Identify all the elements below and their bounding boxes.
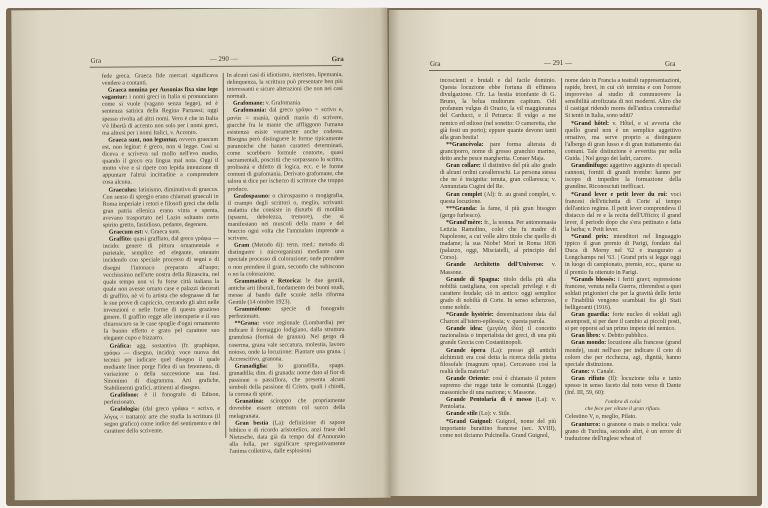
running-head-left: Gra	[430, 60, 441, 68]
entry-definition: Celestino V, o, meglio, Pilato.	[565, 414, 637, 421]
entry-definition: pare forma alterata di granciporro, nome di grosso granchio marino, detto anche pesce margherita. Conser Maja.	[440, 141, 556, 163]
entry-definition: v. Graeca sunt.	[143, 229, 181, 236]
entry-definition: è il fonografo di Edison, perfezionato.	[104, 392, 221, 406]
entry-headword: Gran mondo:	[571, 340, 607, 347]
dictionary-entry	[440, 220, 556, 263]
dictionary-entry	[440, 419, 556, 440]
entry-headword: Gran guardia:	[571, 312, 610, 319]
dictionary-entry	[440, 277, 556, 312]
entry-headword: Grandinifugo:	[571, 163, 609, 170]
verse-line: che fece per viltate il gran rifiuto.	[585, 405, 661, 412]
entry-definition: locuzione alla francese (grand monde), usati nell'uso per indicare il ceto di coloro che per ricchezza, agi, dignità, hanno speciale distinzione.	[565, 340, 681, 368]
entry-definition: il distintivo del più alto grado di alcuni ordini cavallereschi. La persona stessa che ne è insignita: tenuta, gran collaresca; v. Annunziata Cugini del Re.	[440, 163, 556, 191]
entry-headword: Grande stile	[446, 411, 478, 418]
entry-headword: *Grand Guignol:	[446, 418, 493, 425]
dictionary-entry	[440, 142, 556, 163]
left-page	[11, 8, 390, 501]
entry-definition: ovvero graecum est, non legitur: è greco, non si legge. Così si diceva e scriveva sul mollo nell'evo medio, quando il greco era lingua mal nota. Oggi il motto vive e si ripete con lepida intenzione di appuntare l'altrui incittadine a comprendere cosa alcuna.	[102, 136, 219, 187]
entry-definition: (Il): locuzione tolta e tanto spesso in senso faceto dal noto verso di Dante (Inf. III, 59, 60):	[565, 375, 681, 397]
entry-definition: dal greco γράφω = scrivo e, μανία = mania, quindi mania di scrivere, giacchè fra le manie che affliggono l'umana esistenza esiste veramente anche codesta. Bisogna però distinguere le forme tipicamente paranoiche che hanno caratteri determinati, come scorbbero formule contorte, quasi sacramentali, poscritti che sorpassano lo scritto, prolissità e difetto di logica, ecc. e le forme comuni di grafomania. Derivato grafomane, che talora si dice per ischerzo di scrittore che troppo produce.	[227, 107, 344, 193]
entry-definition: denominazione data dal Charcot all'istero-epilessia; v. questa parola.	[440, 312, 556, 326]
entry-definition: così è chiamato il potere supremo che regge tutte le comunità (Logge) massoniche di una nazione; v. Massone.	[440, 375, 556, 397]
dictionary-entry	[440, 376, 556, 397]
dictionary-entry	[565, 340, 681, 368]
entry-headword: **Grancèvola:	[446, 141, 484, 148]
entry-headword: Graeculus:	[108, 186, 137, 194]
entry-headword: Grande òpera	[446, 347, 486, 354]
entry-definition: v. Massone.	[440, 262, 556, 276]
entry-headword: Gran collare:	[446, 163, 481, 170]
entry-definition: nome dato in Francia a teatrali rappresentazioni, rapide, brevi, in cui ciò termina e con l'orrore improvviso al studio di commuovere la sensibilità atrofizzata di noi moderni. Altro che il castigat ridendo mores dell'antica commedia! Si tentò in Italia, sono uditi?	[565, 78, 681, 120]
dictionary-entry	[229, 363, 345, 399]
page-number: — 290 —	[209, 54, 238, 63]
entry-definition: v. Grafomania.	[264, 100, 302, 107]
entry-definition: lo granadilla, spagn. granadilla; dim. di granada: nome dato al fior di passione o passiflora, che presenta alcuni simboli della passione di Cristo, quali i chiodi, la corona di spine.	[228, 362, 345, 399]
entry-headword: *Grand prix:	[571, 234, 609, 241]
entry-headword: Grande di Spagna:	[446, 276, 500, 283]
dictionary-entry	[102, 137, 218, 187]
dictionary-entry	[227, 107, 344, 193]
dictionary-entry	[440, 163, 556, 191]
dictionary-entry	[565, 163, 681, 191]
entry-headword: *Grand'mère:	[446, 219, 483, 226]
running-head-left: Gra	[90, 56, 102, 65]
entry-definition: aggettivo aggiunto di speciali cannoni, forniti di grandi trombe: hanno per iscopo di impedire la formazione della grandine. Riconosciuti inefficaci.	[565, 163, 681, 191]
dictionary-entry	[440, 326, 556, 347]
entry-definition: In alcuni casi di idiotismo, isterismo, lipemania, delinquenza, la scrittura può presentare ben più interessanti e sicure alterazioni che non nei casi normali.	[226, 72, 343, 101]
entry-headword: Grande idea:	[446, 326, 483, 333]
entry-headword: Grande Pentolaria di è messo	[446, 397, 532, 404]
dictionary-entry	[227, 72, 343, 101]
entry-headword: *Grands blessés:	[571, 276, 616, 283]
entry-headword: Graffito:	[108, 236, 132, 243]
column-divider	[223, 73, 227, 438]
page-number: — 291 —	[544, 59, 572, 67]
dictionary-entry	[104, 406, 220, 435]
entry-headword: Gran rifiuto	[571, 375, 605, 382]
entry-headword: *Grande hystérie:	[446, 312, 494, 319]
text-column-1	[102, 73, 221, 436]
entry-headword: Gran libro:	[571, 333, 601, 340]
dictionary-entry	[104, 342, 220, 392]
entry-headword: Granturco:	[571, 421, 601, 428]
entry-headword: ***Granda:	[446, 205, 478, 212]
running-head-right: Gra	[665, 60, 676, 68]
entry-definition: i feriti gravi; espressione francese, venuta nella Guerra, riferendosi a quei soldati prigionieri che per la gravità delle ferite e l'inabilità vengono scambiati fra gli Stati belligeranti (1916).	[565, 276, 682, 311]
entry-definition: forte nucleo di soldati agli avamposti, si per dare il cambio ai piccoli posti, si per opporsi ad un primo impeto del nemico.	[565, 312, 681, 333]
entry-headword: Granadiglia:	[234, 363, 268, 370]
quoted-verse	[565, 399, 681, 412]
dictionary-entry	[565, 277, 681, 312]
entry-definition: intenditori nel linguaggio ippico il gran premio di Parigi, fondato dal Duca di Morny nel '62 e inaugurato a Longchamps nel '63. | Grand prix si legge oggi in luogo di campionato, premio, ecc., sparse su il premio fu ottenuto in Parigi.	[565, 234, 682, 276]
entry-headword: Grafomane:	[232, 100, 265, 108]
dictionary-entry	[228, 306, 344, 321]
entry-definition: titolo della più alta nobiltà castigliana, con speciali privilegi e di carattere feudale; ciò in antico: oggi semplice grado di nobiltà di Corte. In senso scherzoso, come nobile.	[440, 276, 557, 311]
entry-headword: Gran bestia	[235, 420, 269, 427]
entry-definition: (μεγάλη ἰδέα) il concetto nazionalista o imperialista dei greci, di una più grande Grecia con Costantinopoli.	[440, 326, 556, 347]
dictionary-entry	[440, 192, 556, 206]
dictionary-entry	[440, 397, 556, 411]
dictionary-entry	[565, 192, 681, 235]
entry-definition: fr., la nonna. Per antonomasia Letizia Ramolino, colei che fu madre di Napoleone, a cui volle altro titolo che quello di madame; la sua Niobe! Morì in Roma 1836 (palazzo, oggi, Misciatelli, al principio del Corso).	[440, 219, 556, 262]
entry-headword: Grammatica e Retorica:	[234, 278, 302, 285]
dictionary-entry	[102, 87, 218, 137]
entry-definition: (Al): fr. au grand complet, v. questa locuzione.	[440, 191, 556, 205]
entry-definition: voce regionale (Lombardia) per indicare il formaggio lodigiano, dalla struttura granulosa (formai de granna). Nel gergo di caserma, grana vale seccatura, molestia, lavoro noioso, onde la locuzione: Piantare una grana. | Accrescitivo, granona.	[228, 320, 345, 363]
entry-definition: specie di fonografo perfezionato.	[228, 306, 345, 320]
dictionary-entry	[565, 121, 681, 164]
column-divider	[561, 78, 562, 438]
entry-headword: Graeca sunt, non leguntur,	[108, 137, 178, 144]
running-head-right: Gra	[331, 54, 344, 64]
entry-headword: Gran complet	[446, 191, 483, 198]
entry-definition: fede greca. Graeca fide mercari significava vendere a contanti.	[101, 72, 218, 87]
entry-definition: incoscienti e brutali e dal facile dominio. Questa locuzione ebbe fortuna di effimera divulgazione. Cfr. La bestia trionfante di G. Bruno, la belua multorum capitum. Odi profanum vulgus di Orazio, la vil maggioranza del Carducci, e il Petrarca: Il vulgo a me nemico ed odioso (nel sonetto: O cameretta, che già fosti un porto); eppure quante devono tanti alla gran bestia!	[440, 78, 556, 141]
dictionary-entry	[228, 242, 344, 278]
entry-definition: (La): v. Pentolaria.	[440, 397, 556, 411]
entry-headword: Graecum est:	[108, 229, 144, 236]
dictionary-entry	[103, 236, 220, 343]
entry-definition: v. Canale.	[589, 368, 615, 375]
entry-definition: agg. sostantivo (fr. graphique, γράφω — disegno, incido): voce nuova dei tecnici per indicare quel disegno il quale mediante linee porge l'idea di un fenomeno, di variazione o della successione sua fasi. Sinonimo di diagramma. Arti grafiche, Stabilimenti grafici, attinenti al disegno.	[103, 342, 220, 392]
entry-definition: o granone o mais o melica: vale grano di Turchia, secondo altri, è un errore di traduzione dell'inglese wheat of	[565, 421, 681, 442]
entry-definition: quasi graffiato, dal greco γράφω — incido: genere di pittura ornamentale e parietale, semplice ed elegante, ottenuto incidendo con speciale processo di segni e di disegni l'intonaco preparato all'uopo; vecchissimo nell'arte nostra della Rinascita, nel quale tempo non vi fu forse città italiana la quale non avesse ornato case e palazzi decorati di graffito, nè vi fu artista che sdegnasse di far le sue prove di capriccio, cercando gli altri nelle invenzioni e nelle forme di questo grazioso genere. Il graffito regge alle intemperie e il suo chiaroscuro su le case spoglie d'ogni ornamento fa buono effetto e grato pel carattere suo elegante cupo e bizzarro.	[102, 236, 220, 343]
dictionary-entry	[229, 398, 345, 420]
entry-definition: v. Hôtel, e si avverta che quello grand non è un semplice aggettivo ornativo, ma serve proprio a distinguere l'albergo di gran lusso e di gran trattamento dai comuni. Tale distinzione è avvertita pur nella Guida. | Nel gergo dei ladri, carcere.	[565, 120, 681, 163]
header-rule	[429, 70, 681, 71]
dictionary-entry	[565, 78, 681, 121]
entry-headword: *Grand hôtel:	[571, 120, 610, 127]
text-column-2	[227, 72, 346, 456]
text-column-2	[565, 78, 681, 443]
entry-definition: la fame, il più gran bisogno (gergo furbesco).	[440, 205, 556, 219]
entry-headword: Grafòfono:	[109, 392, 139, 399]
dictionary-entry	[440, 262, 556, 276]
dictionary-entry	[228, 320, 344, 363]
dictionary-entry	[229, 420, 345, 456]
dictionary-entry	[440, 206, 556, 220]
entry-definition: o chirospasmo o mogigrafia, il crampo degli scrittori o, meglio, scrivani: malattia che consiste in disturbi di motilità (spasmi, debolezza, tremore), che si manifestano nei muscoli della mano e del braccio ogni volta che l'ammalato imprende a scrivere.	[227, 192, 344, 242]
entry-headword: Grammòfono:	[234, 306, 272, 313]
entry-headword: Grande Architetto dell'Universo:	[446, 262, 544, 269]
dictionary-entry	[565, 422, 681, 443]
dictionary-entry	[565, 376, 681, 397]
dictionary-entry	[102, 73, 218, 88]
entry-headword: Grafospasmo:	[233, 193, 270, 200]
right-page	[389, 10, 757, 496]
dictionary-entry	[440, 312, 556, 326]
dictionary-entry	[440, 78, 556, 142]
entry-headword: Grande Oriente:	[446, 375, 490, 382]
entry-definition: sciroppo che propriamente dovrebbe essere ottenuto col succo della melagranata.	[229, 398, 346, 420]
dictionary-entry	[565, 369, 681, 376]
entry-definition: (Metodo di): term. med.: metodo di distinguere i microrganismi mediante uno speciale processo di colorazione; onde prendere o non prendere il gram, secondo che subiscono o no la colorazione.	[227, 242, 345, 278]
header-rule	[90, 65, 342, 68]
entry-definition: le due gentili, antiche arti liberali, fondamento dei buoni studi, messe al bando dalle scuole nella riforma Gentile (14 ottobre 1923).	[228, 277, 345, 306]
dictionary-entry	[565, 234, 681, 277]
dictionary-entry	[440, 411, 556, 418]
text-column-1	[440, 78, 556, 440]
entry-definition: latinismo, diminutivo di graecus. Con senso di spregio erano chiamati graeculi in Roma imperiale i retori e filosofi greci che della gran patria ellenica erano vinta e spenta, avevano trasportato nel Lazio soltanto certo spirito gretto, fastidioso, pedante, degenere.	[102, 186, 219, 229]
dictionary-entry	[228, 278, 344, 307]
entry-headword: Gràfica:	[109, 343, 132, 350]
dictionary-entry	[228, 193, 344, 243]
entry-definition: voci francesi dell'etichetta di Corte al tempo dell'antico regime. Il petit lever comprendeva il distacco dal re e la recita dell'Ufficio; il grand lever, il periodo dopo che s'era pettinato e fatta la barba; v. Petit lever.	[565, 191, 681, 233]
entry-definition: (dal greco γράφω = scrivo, e λόγος = trattato): arte che studia la scrittura (il segno grafico) come indice del sentimento e del carattere dello scrivente.	[104, 406, 221, 435]
entry-definition: (Lo): v. Stile.	[477, 411, 511, 418]
entry-headword: Graeca nomina per Ausonias fixa sine lege vagantur:	[101, 87, 218, 101]
entry-definition: (La): presso gli antichi alchimisti era così detta la ricerca della pietra filosofale (magnum opus). Cercavano così la realtà della materia?	[440, 347, 556, 375]
entry-definition: i nomi greci in Italia si pronunciano come si vuole (vagano senza legge), ed è sentenza satirica della Regina Parnassi; oggi spesso rivolta ad altri nomi. Vero è che in Italia v'è libertà di accento non solo per i nomi greci, ma altresì per i nomi Italici, v. Accento.	[101, 94, 219, 137]
entry-definition: (La): definizione di sapore biblico e di ricordo aristotelico, anzi frase del Nietzsche, data già da tempo dal d'Annunzio alla folla, per significare spregiativamente l'anima collettiva, dalle esplosioni	[229, 419, 346, 455]
entry-definition: Guignol, nome del più importante burattino francese (sec. XVIII), come noi diciamo Pulcinella. Grand Guignol,	[440, 418, 556, 439]
entry-headword: Grafologia:	[110, 406, 140, 414]
verse-line: l'ombra di colui	[605, 399, 641, 406]
entry-headword: Gram	[233, 242, 250, 250]
entry-headword: Grafomania:	[232, 108, 267, 115]
entry-definition: v. Debito pubblico.	[600, 333, 648, 340]
dictionary-entry	[104, 392, 220, 407]
entry-headword: *Grand lever e petit lever du roi:	[571, 191, 668, 198]
dictionary-entry	[440, 348, 556, 376]
entry-headword: **Grana:	[234, 320, 260, 328]
dictionary-entry	[565, 414, 681, 421]
entry-headword: Granatina:	[235, 398, 264, 406]
dictionary-entry	[103, 186, 219, 229]
entry-headword: Grano:	[571, 368, 590, 375]
dictionary-entry	[565, 312, 681, 333]
